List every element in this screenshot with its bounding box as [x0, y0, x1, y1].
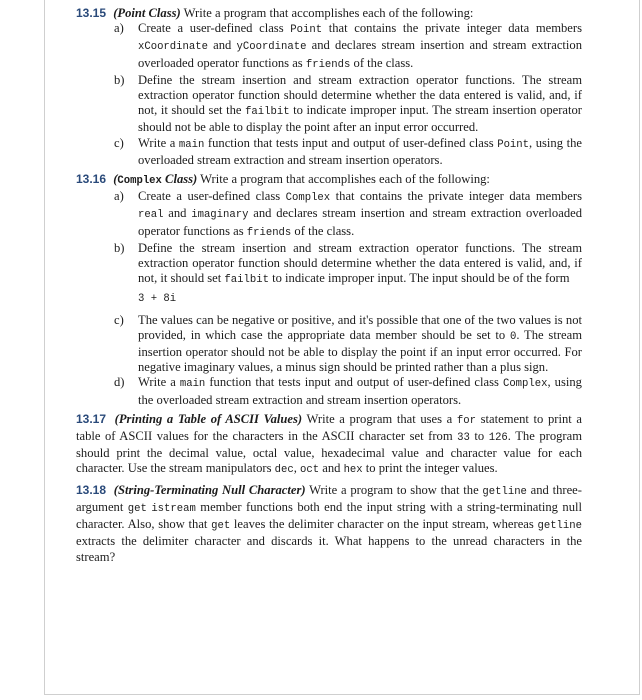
- item-text: and: [207, 38, 237, 53]
- code-term: imaginary: [191, 209, 249, 222]
- item-label: c): [114, 135, 124, 150]
- exercise-title: [113, 172, 197, 186]
- exercise-number: 13.16: [76, 172, 107, 187]
- code-term: getline: [537, 520, 582, 533]
- code-term: dec: [274, 464, 294, 477]
- code-term: getline: [482, 485, 527, 498]
- item-text: . The stream insertion operator should not be able to display the point if an input error occurred. For negative imaginary values, a minus sign should be printed rather than a plus sign.: [138, 327, 582, 375]
- code-term: Point: [497, 138, 530, 151]
- item-text: to indicate improper input. The stream insertion operator should not be able to display the point after an input error occurred.: [138, 103, 582, 135]
- item-text: Define the stream insertion and stream extraction operator functions. The stream extraction operator function should determine whether the data entered is valid, and, if not, it should set the: [138, 72, 582, 118]
- item-c: [76, 136, 582, 168]
- code-term: Complex: [117, 175, 162, 188]
- item-label: b): [114, 72, 125, 87]
- code-term: Complex: [285, 192, 331, 205]
- code-term: get: [127, 502, 147, 515]
- exercise-text: statement to print a table of ASCII values for the characters in the ASCII character set from: [76, 411, 582, 444]
- item-text: The values can be negative or positive, and it's possible that one of the two values is not provided, in which case the appropriate data member should be set to: [138, 312, 582, 342]
- item-text: Define the stream insertion and stream extraction operator functions. The stream extraction operator function should determine whether the data entered is valid, and, if not, it should set: [138, 240, 582, 286]
- code-term: xCoordinate: [138, 41, 208, 54]
- code-term: failbit: [224, 274, 269, 287]
- code-term: 0: [509, 330, 517, 343]
- code-term: failbit: [245, 106, 290, 119]
- item-d: [76, 375, 582, 407]
- exercise-title: (String-Terminating Null Character): [113, 482, 306, 497]
- exercise-text: and: [319, 461, 344, 476]
- exercise-13-16: [76, 172, 582, 408]
- code-term: 126: [488, 432, 508, 445]
- exercise-number: 13.18: [76, 482, 107, 497]
- code-term: main: [179, 378, 206, 391]
- item-b: [76, 241, 582, 289]
- code-term: hex: [343, 464, 363, 477]
- exercise-13-15: [76, 6, 582, 168]
- code-term: yCoordinate: [236, 41, 307, 54]
- item-text: Create a user-defined class: [138, 21, 291, 36]
- item-text: function that tests input and output of user-defined class: [204, 135, 498, 150]
- exercise-number: 13.17: [76, 411, 107, 426]
- code-example: 3 + 8i: [138, 293, 177, 306]
- item-label: c): [114, 312, 124, 327]
- item-text: , using the overloaded stream extraction and stream insertion operators.: [138, 375, 582, 407]
- exercise-13-16-heading: [76, 172, 582, 189]
- item-label: d): [114, 375, 125, 390]
- exercise-13-15-heading: [76, 6, 582, 21]
- exercise-intro: Write a program that accomplishes each of the following:: [197, 172, 490, 187]
- exercise-text: member functions both end the input string with a string-terminating null character. Also, show that: [76, 499, 582, 532]
- item-text: Write a: [138, 135, 179, 150]
- exercise-13-15-items: [76, 21, 582, 168]
- title-text: (: [113, 172, 118, 187]
- item-label: a): [114, 21, 124, 36]
- code-term: friends: [305, 58, 351, 71]
- code-term: Point: [290, 24, 323, 37]
- item-text: and declares stream insertion and stream extraction overloaded operator functions as: [138, 206, 583, 238]
- exercise-content: [76, 6, 582, 569]
- exercise-title: (Printing a Table of ASCII Values): [114, 411, 303, 426]
- exercise-title: (Point Class): [113, 6, 181, 20]
- item-a: [76, 21, 582, 73]
- item-b: [76, 73, 582, 136]
- exercise-text: ,: [293, 461, 300, 476]
- item-text: function that tests input and output of user-defined class: [205, 375, 503, 390]
- exercise-number: 13.15: [76, 6, 107, 20]
- exercise-13-16-items: [76, 189, 582, 408]
- code-term: 33: [457, 432, 470, 445]
- exercise-text: leaves the delimiter character on the input stream, whereas: [230, 517, 538, 532]
- item-text: of the class.: [291, 223, 355, 238]
- item-a: [76, 189, 582, 241]
- code-term: oct: [300, 464, 320, 477]
- item-c: [76, 313, 582, 376]
- exercise-text: Write a program that uses a: [302, 411, 457, 426]
- item-text: that contains the private integer data members: [322, 21, 582, 36]
- code-term: Complex: [502, 378, 548, 391]
- exercise-text: and three-argument: [76, 482, 582, 514]
- exercise-13-17: [76, 412, 582, 479]
- item-text: and: [163, 206, 192, 221]
- code-term: for: [456, 414, 476, 427]
- exercise-13-18: [76, 483, 582, 565]
- code-term: get: [211, 520, 231, 533]
- item-text: Write a: [138, 375, 180, 390]
- item-label: a): [114, 189, 124, 204]
- item-text: to indicate improper input. The input should be of the form: [268, 271, 570, 286]
- code-term: real: [138, 209, 164, 222]
- item-text: Create a user-defined class: [138, 189, 286, 204]
- title-text: Class): [161, 172, 198, 187]
- exercise-text: extracts the delimiter character and discards it. What happens to the unread characters in the stream?: [76, 534, 582, 564]
- item-text: , using the overloaded stream extraction and stream insertion operators.: [138, 135, 582, 167]
- item-text: that contains the private integer data members: [330, 189, 582, 204]
- exercise-intro: Write a program that accomplishes each of the following:: [180, 6, 474, 20]
- exercise-text: . The program should print the decimal value, octal value, hexadecimal value and character value for each character. Use the stream manipulators: [76, 429, 582, 476]
- item-text: and declares stream insertion and stream extraction overloaded operator functions as: [138, 38, 582, 70]
- item-text: of the class.: [350, 55, 414, 70]
- exercise-text: to: [469, 429, 489, 444]
- exercise-text: to print the integer values.: [362, 461, 498, 476]
- item-label: b): [114, 240, 125, 255]
- code-term: main: [178, 138, 205, 151]
- code-term: istream: [151, 502, 196, 515]
- exercise-text: Write a program to show that the: [305, 482, 483, 497]
- code-term: friends: [246, 226, 292, 239]
